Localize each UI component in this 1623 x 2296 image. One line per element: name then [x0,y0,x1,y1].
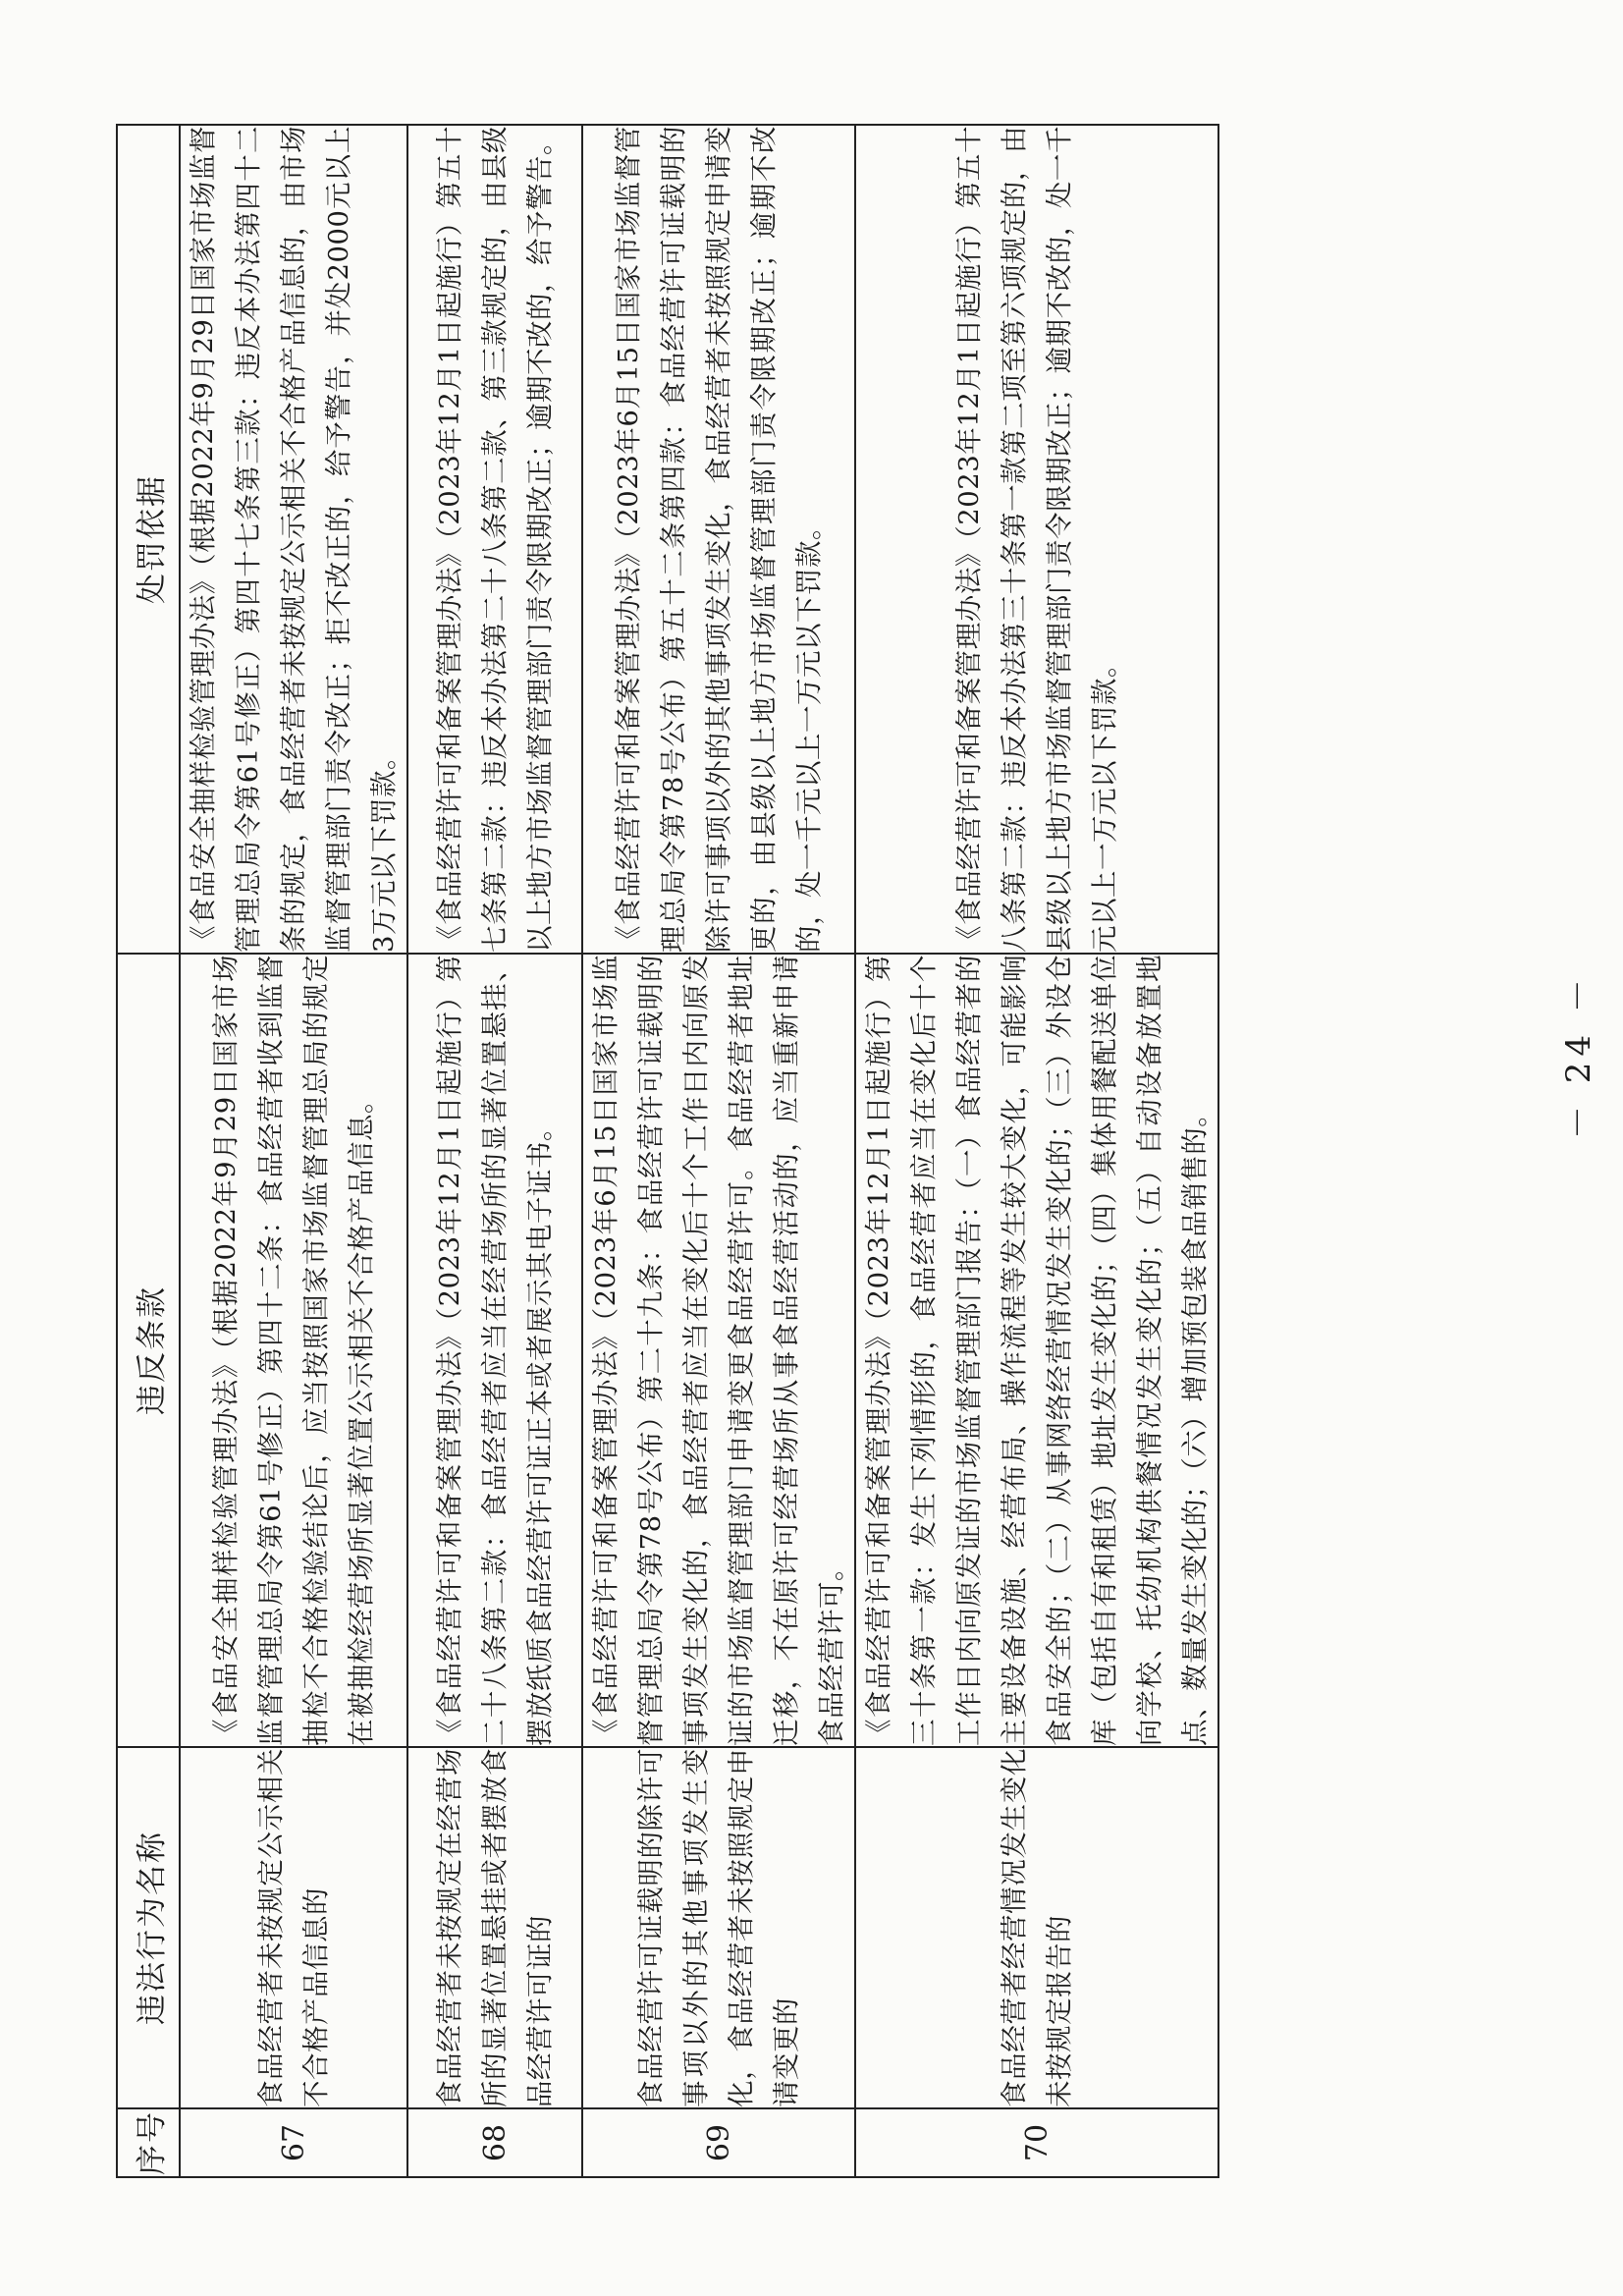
row-clause: 《食品经营许可和备案管理办法》（2023年12月1日起施行）第二十八条第二款：食品经营者应当在经营场所的显著位置悬挂、摆放纸质食品经营许可证正本或者展示其电子证书。 [407,954,582,1747]
header-name: 违法行为名称 [117,1747,180,2108]
row-clause: 《食品安全抽样检验管理办法》（根据2022年9月29日国家市场监督管理总局令第61号修正）第四十二条：食品经营者收到监督抽检不合格检验结论后，应当按照国家市场监督管理总局的规定在被抽检经营场所显著位置公示相关不合格产品信息。 [180,954,407,1747]
row-basis: 《食品安全抽样检验管理办法》（根据2022年9月29日国家市场监督管理总局令第61号修正）第四十七条第三款：违反本办法第四十二条的规定，食品经营者未按规定公示相关不合格产品信息的，由市场监督管理部门责令改正；拒不改正的，给予警告，并处2000元以上3万元以下罚款。 [180,125,407,954]
rotated-table-container [116,126,1211,2178]
row-violation-name: 食品经营者经营情况发生变化未按规定报告的 [855,1747,1218,2108]
table-header-row [117,125,180,2177]
row-basis: 《食品经营许可和备案管理办法》（2023年6月15日国家市场监督管理总局令第78号公布）第五十二条第四款：食品经营许可证载明的除许可事项以外的其他事项发生变化，食品经营者未按照规定申请变更的，由县级以上地方市场监督管理部门责令限期改正；逾期不改的，处一千元以上一万元以下罚款。 [582,125,855,954]
table-row [180,125,407,2177]
table-row [407,125,582,2177]
row-seq: 70 [855,2108,1218,2177]
row-violation-name: 食品经营许可证载明的除许可事项以外的其他事项发生变化，食品经营者未按照规定申请变更的 [582,1747,855,2108]
row-seq: 67 [180,2108,407,2177]
table-row [855,125,1218,2177]
header-basis: 处罚依据 [117,125,180,954]
table-row [582,125,855,2177]
row-basis: 《食品经营许可和备案管理办法》（2023年12月1日起施行）第五十八条第二款：违反本办法第三十条第一款第二项至第六项规定的，由县级以上地方市场监督管理部门责令限期改正；逾期不改的，处一千元以上一万元以下罚款。 [855,125,1218,954]
row-clause: 《食品经营许可和备案管理办法》（2023年12月1日起施行）第三十条第一款：发生下列情形的，食品经营者应当在变化后十个工作日内向原发证的市场监督管理部门报告：（一）食品经营者的主要设备设施、经营布局、操作流程等发生较大变化，可能影响食品安全的；（二）从事网络经营情况发生变化的；（三）外设仓库（包括自有和租赁）地址发生变化的；（四）集体用餐配送单位向学校、托幼机构供餐情况发生变化的；（五）自动设备放置地点、数量发生变化的；（六）增加预包装食品销售的。 [855,954,1218,1747]
penalty-table [116,124,1219,2178]
header-clause: 违反条款 [117,954,180,1747]
row-violation-name: 食品经营者未按规定在经营场所的显著位置悬挂或者摆放食品经营许可证的 [407,1747,582,2108]
row-violation-name: 食品经营者未按规定公示相关不合格产品信息的 [180,1747,407,2108]
row-seq: 69 [582,2108,855,2177]
page-number: － 24 － [1559,973,1598,1139]
row-seq: 68 [407,2108,582,2177]
row-clause: 《食品经营许可和备案管理办法》（2023年6月15日国家市场监督管理总局令第78号公布）第二十九条：食品经营许可证载明的事项发生变化的，食品经营者应当在变化后十个工作日内向原发证的市场监督管理部门申请变更食品经营许可。食品经营者地址迁移，不在原许可经营场所从事食品经营活动的，应当重新申请食品经营许可。 [582,954,855,1747]
row-basis: 《食品经营许可和备案管理办法》（2023年12月1日起施行）第五十七条第二款：违反本办法第二十八条第二款、第三款规定的，由县级以上地方市场监督管理部门责令限期改正；逾期不改的，给予警告。 [407,125,582,954]
header-seq: 序号 [117,2108,180,2177]
